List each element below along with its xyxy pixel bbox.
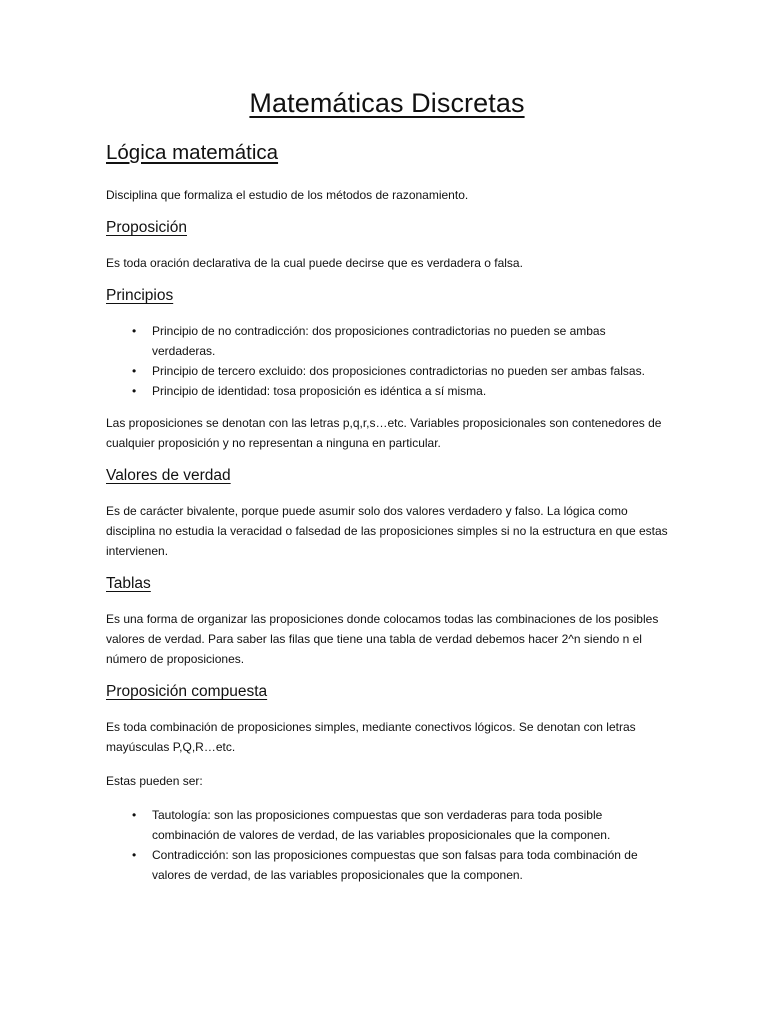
heading-tablas: Tablas	[106, 575, 151, 592]
bullet-icon: •	[132, 324, 137, 338]
list-item	[106, 321, 668, 361]
list-item	[106, 805, 668, 845]
paragraph-compuesta-definition: Es toda combinación de proposiciones simples, mediante conectivos lógicos. Se denotan con letras mayúsculas P,Q,R…etc.	[106, 720, 636, 754]
bullet-icon: •	[132, 364, 137, 378]
list-item-text: Contradicción: son las proposiciones compuestas que son falsas para toda combinación de valores de verdad, de las variables proposicionales que la componen.	[152, 848, 638, 882]
paragraph-variables: Las proposiciones se denotan con las letras p,q,r,s…etc. Variables proposicionales son contenedores de cualquier proposición y no representan a ninguna en particular.	[106, 416, 662, 450]
list-item	[106, 845, 668, 885]
bullet-icon: •	[132, 808, 137, 822]
list-item-text: Tautología: son las proposiciones compuestas que son verdaderas para toda posible combinación de valores de verdad, de las variables proposicionales que la componen.	[152, 808, 611, 842]
compuesta-types-list	[106, 805, 668, 885]
heading-logica-matematica: Lógica matemática	[106, 141, 279, 164]
list-item	[106, 381, 668, 401]
heading-principios: Principios	[106, 287, 174, 304]
heading-valores-de-verdad: Valores de verdad	[106, 467, 231, 484]
bullet-icon: •	[132, 848, 137, 862]
list-item-text: Principio de identidad: tosa proposición es idéntica a sí misma.	[152, 384, 487, 398]
paragraph-compuesta-intro: Estas pueden ser:	[106, 774, 203, 788]
paragraph-logica-definition: Disciplina que formaliza el estudio de los métodos de razonamiento.	[106, 188, 469, 202]
document-title: Matemáticas Discretas	[249, 88, 525, 118]
heading-proposicion: Proposición	[106, 219, 187, 236]
paragraph-tablas-definition: Es una forma de organizar las proposiciones donde colocamos todas las combinaciones de los posibles valores de verdad. Para saber las filas que tiene una tabla de verdad debemos hacer 2^n siendo n el número de proposiciones.	[106, 612, 659, 666]
principios-list	[106, 321, 668, 401]
list-item-text: Principio de no contradicción: dos proposiciones contradictorias no pueden se ambas verdaderas.	[152, 324, 606, 358]
paragraph-proposicion-definition: Es toda oración declarativa de la cual puede decirse que es verdadera o falsa.	[106, 256, 523, 270]
list-item	[106, 361, 668, 381]
bullet-icon: •	[132, 384, 137, 398]
paragraph-valores-definition: Es de carácter bivalente, porque puede asumir solo dos valores verdadero y falso. La lógica como disciplina no estudia la veracidad o falsedad de las proposiciones simples si no la estructura en que estas intervienen.	[106, 504, 668, 558]
heading-proposicion-compuesta: Proposición compuesta	[106, 683, 268, 700]
list-item-text: Principio de tercero excluido: dos proposiciones contradictorias no pueden ser ambas falsas.	[152, 364, 645, 378]
